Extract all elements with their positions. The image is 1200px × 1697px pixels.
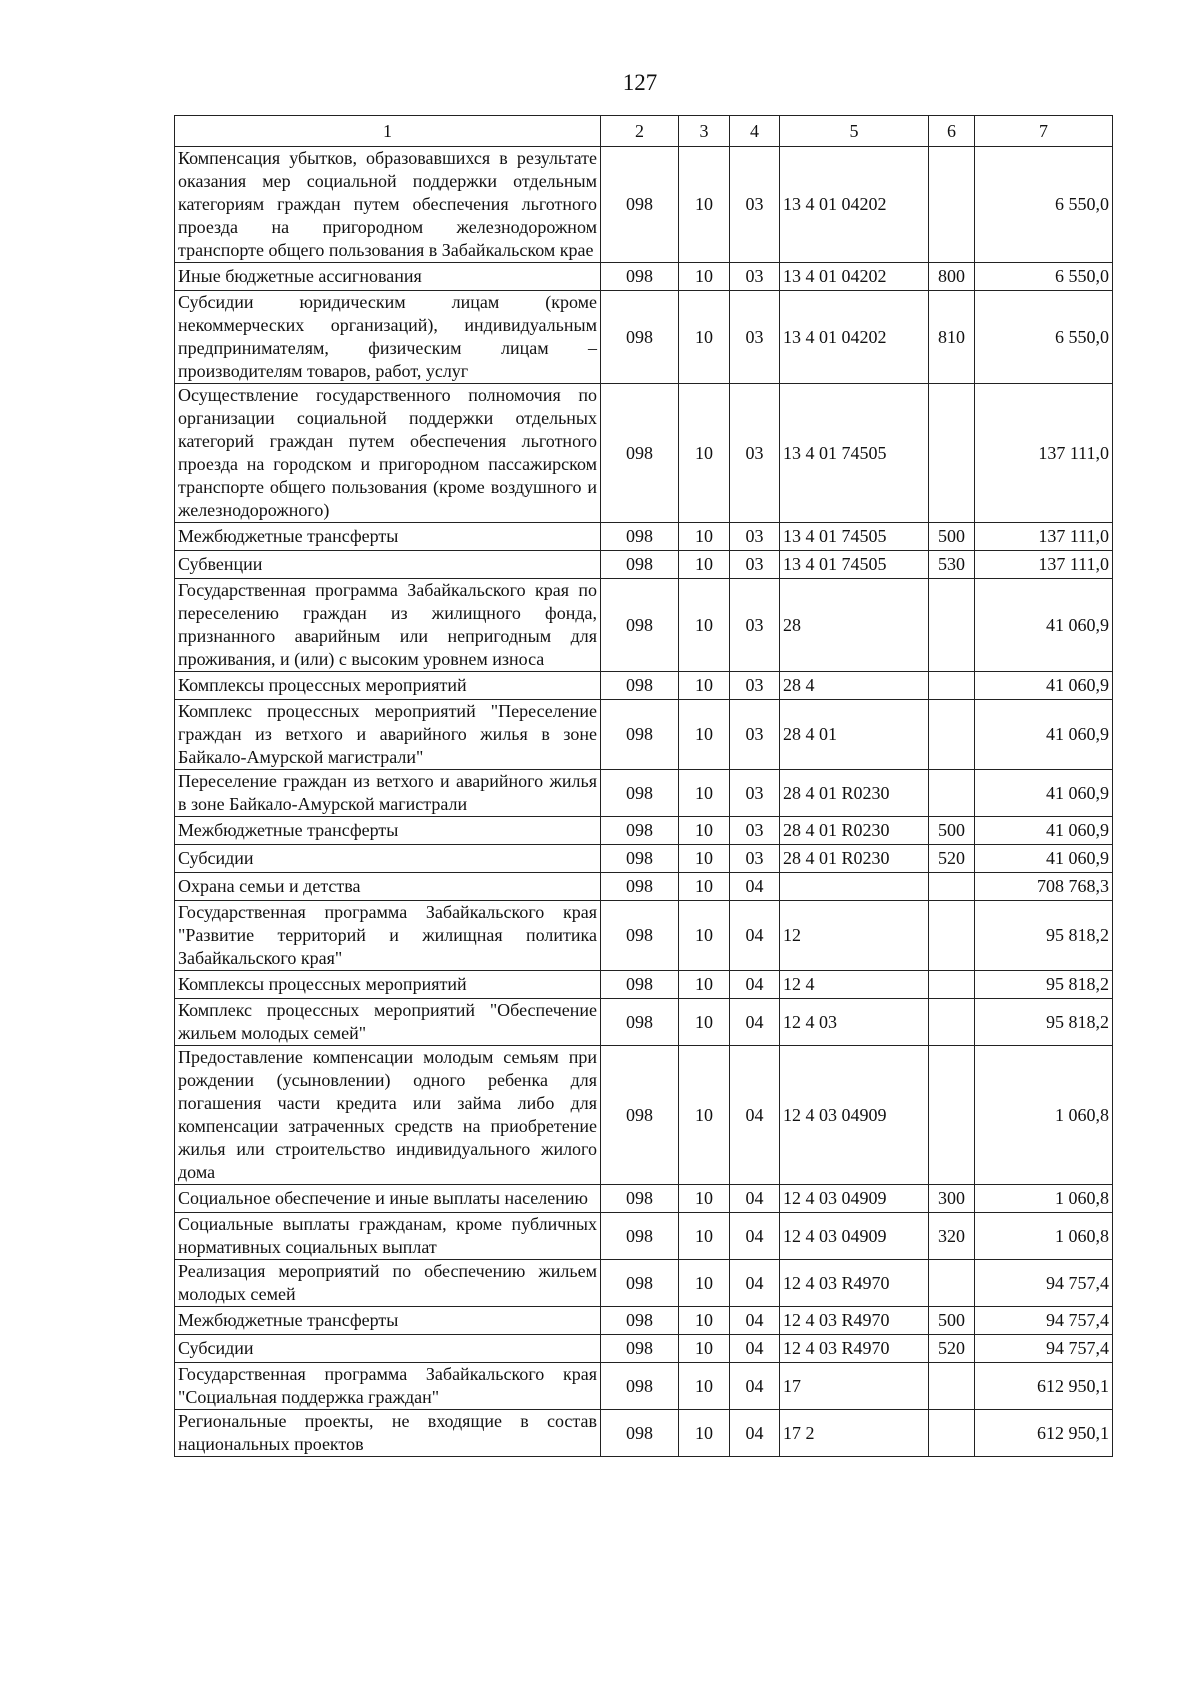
subsection-cell: 04 — [730, 1307, 780, 1335]
ministry-code-cell: 098 — [601, 1046, 679, 1185]
item-name-cell: Государственная программа Забайкальского края "Развитие территорий и жилищная политика Забайкальского края" — [175, 901, 601, 971]
section-cell: 10 — [679, 263, 730, 291]
ministry-code-cell: 098 — [601, 1213, 679, 1260]
expense-type-cell — [929, 147, 975, 263]
expense-type-cell: 810 — [929, 291, 975, 384]
item-name-cell: Субвенции — [175, 551, 601, 579]
ministry-code-cell: 098 — [601, 971, 679, 999]
expense-type-cell — [929, 1363, 975, 1410]
target-article-cell: 28 4 01 R0230 — [780, 845, 929, 873]
column-header-2: 2 — [601, 116, 679, 147]
ministry-code-cell: 098 — [601, 901, 679, 971]
ministry-code-cell: 098 — [601, 523, 679, 551]
section-cell: 10 — [679, 873, 730, 901]
target-article-cell: 28 4 01 — [780, 700, 929, 770]
item-name-cell: Комплексы процессных мероприятий — [175, 672, 601, 700]
section-cell: 10 — [679, 579, 730, 672]
table-body — [175, 147, 1113, 1457]
subsection-cell: 04 — [730, 1410, 780, 1457]
item-name-cell: Субсидии юридическим лицам (кроме некоммерческих организаций), индивидуальным предпринимателям, физическим лицам – производителям товаров, работ, услуг — [175, 291, 601, 384]
item-name-cell: Межбюджетные трансферты — [175, 523, 601, 551]
target-article-cell: 12 4 03 R4970 — [780, 1335, 929, 1363]
amount-cell: 94 757,4 — [975, 1260, 1113, 1307]
section-cell: 10 — [679, 1046, 730, 1185]
section-cell: 10 — [679, 1260, 730, 1307]
ministry-code-cell: 098 — [601, 817, 679, 845]
section-cell: 10 — [679, 1185, 730, 1213]
target-article-cell: 13 4 01 04202 — [780, 263, 929, 291]
item-name-cell: Комплекс процессных мероприятий "Переселение граждан из ветхого и аварийного жилья в зоне Байкало-Амурской магистрали" — [175, 700, 601, 770]
target-article-cell: 13 4 01 04202 — [780, 291, 929, 384]
amount-cell: 612 950,1 — [975, 1410, 1113, 1457]
column-header-7: 7 — [975, 116, 1113, 147]
table-header-row — [175, 116, 1113, 147]
expense-type-cell: 300 — [929, 1185, 975, 1213]
item-name-cell: Компенсация убытков, образовавшихся в результате оказания мер социальной поддержки отдельным категориям граждан путем обеспечения льготного проезда на пригородном железнодорожном транспорте общего пользования в Забайкальском крае — [175, 147, 601, 263]
item-name-cell: Социальное обеспечение и иные выплаты населению — [175, 1185, 601, 1213]
target-article-cell: 13 4 01 74505 — [780, 551, 929, 579]
table-row — [175, 1307, 1113, 1335]
item-name-cell: Комплекс процессных мероприятий "Обеспечение жильем молодых семей" — [175, 999, 601, 1046]
item-name-cell: Субсидии — [175, 845, 601, 873]
target-article-cell: 12 — [780, 901, 929, 971]
table-row — [175, 1185, 1113, 1213]
subsection-cell: 03 — [730, 700, 780, 770]
section-cell: 10 — [679, 999, 730, 1046]
amount-cell: 95 818,2 — [975, 971, 1113, 999]
section-cell: 10 — [679, 551, 730, 579]
expense-type-cell — [929, 700, 975, 770]
amount-cell: 708 768,3 — [975, 873, 1113, 901]
subsection-cell: 04 — [730, 1260, 780, 1307]
subsection-cell: 03 — [730, 672, 780, 700]
target-article-cell: 13 4 01 74505 — [780, 523, 929, 551]
amount-cell: 612 950,1 — [975, 1363, 1113, 1410]
table-row — [175, 971, 1113, 999]
amount-cell: 6 550,0 — [975, 147, 1113, 263]
target-article-cell: 28 4 01 R0230 — [780, 817, 929, 845]
ministry-code-cell: 098 — [601, 551, 679, 579]
ministry-code-cell: 098 — [601, 1363, 679, 1410]
amount-cell: 6 550,0 — [975, 263, 1113, 291]
amount-cell: 41 060,9 — [975, 845, 1113, 873]
expense-type-cell — [929, 873, 975, 901]
amount-cell: 137 111,0 — [975, 384, 1113, 523]
ministry-code-cell: 098 — [601, 579, 679, 672]
ministry-code-cell: 098 — [601, 384, 679, 523]
item-name-cell: Охрана семьи и детства — [175, 873, 601, 901]
target-article-cell: 17 — [780, 1363, 929, 1410]
subsection-cell: 04 — [730, 1046, 780, 1185]
amount-cell: 94 757,4 — [975, 1335, 1113, 1363]
table-row — [175, 263, 1113, 291]
table-row — [175, 1335, 1113, 1363]
section-cell: 10 — [679, 1335, 730, 1363]
section-cell: 10 — [679, 901, 730, 971]
subsection-cell: 03 — [730, 291, 780, 384]
item-name-cell: Осуществление государственного полномочия по организации социальной поддержки отдельных категорий граждан путем обеспечения льготного проезда на городском и пригородном пассажирском транспорте общего пользования (кроме воздушного и железнодорожного) — [175, 384, 601, 523]
expense-type-cell: 320 — [929, 1213, 975, 1260]
amount-cell: 1 060,8 — [975, 1185, 1113, 1213]
amount-cell: 41 060,9 — [975, 672, 1113, 700]
section-cell: 10 — [679, 700, 730, 770]
target-article-cell: 12 4 03 R4970 — [780, 1260, 929, 1307]
column-header-5: 5 — [780, 116, 929, 147]
table-row — [175, 700, 1113, 770]
expense-type-cell — [929, 901, 975, 971]
subsection-cell: 03 — [730, 263, 780, 291]
expense-type-cell — [929, 1410, 975, 1457]
item-name-cell: Межбюджетные трансферты — [175, 817, 601, 845]
expense-type-cell: 530 — [929, 551, 975, 579]
table-row — [175, 579, 1113, 672]
item-name-cell: Переселение граждан из ветхого и аварийного жилья в зоне Байкало-Амурской магистрали — [175, 770, 601, 817]
expense-type-cell — [929, 770, 975, 817]
table-row — [175, 1213, 1113, 1260]
amount-cell: 41 060,9 — [975, 579, 1113, 672]
table-row — [175, 551, 1113, 579]
table-row — [175, 1046, 1113, 1185]
amount-cell: 41 060,9 — [975, 700, 1113, 770]
ministry-code-cell: 098 — [601, 672, 679, 700]
table-row — [175, 817, 1113, 845]
subsection-cell: 04 — [730, 999, 780, 1046]
table-row — [175, 523, 1113, 551]
expense-type-cell: 500 — [929, 523, 975, 551]
amount-cell: 41 060,9 — [975, 770, 1113, 817]
table-row — [175, 1410, 1113, 1457]
amount-cell: 95 818,2 — [975, 999, 1113, 1046]
target-article-cell: 12 4 03 — [780, 999, 929, 1046]
table-row — [175, 384, 1113, 523]
subsection-cell: 03 — [730, 845, 780, 873]
table-row — [175, 1363, 1113, 1410]
expense-type-cell — [929, 384, 975, 523]
section-cell: 10 — [679, 523, 730, 551]
expense-type-cell: 520 — [929, 1335, 975, 1363]
table-row — [175, 901, 1113, 971]
amount-cell: 95 818,2 — [975, 901, 1113, 971]
section-cell: 10 — [679, 971, 730, 999]
subsection-cell: 03 — [730, 147, 780, 263]
subsection-cell: 04 — [730, 1185, 780, 1213]
subsection-cell: 03 — [730, 579, 780, 672]
expense-type-cell: 800 — [929, 263, 975, 291]
budget-table — [174, 115, 1113, 1457]
expense-type-cell — [929, 971, 975, 999]
table-row — [175, 672, 1113, 700]
target-article-cell: 12 4 03 04909 — [780, 1213, 929, 1260]
column-header-6: 6 — [929, 116, 975, 147]
ministry-code-cell: 098 — [601, 845, 679, 873]
ministry-code-cell: 098 — [601, 1410, 679, 1457]
amount-cell: 6 550,0 — [975, 291, 1113, 384]
ministry-code-cell: 098 — [601, 291, 679, 384]
table-row — [175, 845, 1113, 873]
expense-type-cell — [929, 579, 975, 672]
target-article-cell: 12 4 03 04909 — [780, 1046, 929, 1185]
table-row — [175, 873, 1113, 901]
ministry-code-cell: 098 — [601, 1260, 679, 1307]
amount-cell: 137 111,0 — [975, 523, 1113, 551]
ministry-code-cell: 098 — [601, 1335, 679, 1363]
expense-type-cell: 500 — [929, 817, 975, 845]
amount-cell: 41 060,9 — [975, 817, 1113, 845]
target-article-cell: 12 4 03 R4970 — [780, 1307, 929, 1335]
subsection-cell: 04 — [730, 1335, 780, 1363]
ministry-code-cell: 098 — [601, 700, 679, 770]
column-header-4: 4 — [730, 116, 780, 147]
section-cell: 10 — [679, 291, 730, 384]
subsection-cell: 04 — [730, 971, 780, 999]
expense-type-cell — [929, 672, 975, 700]
ministry-code-cell: 098 — [601, 147, 679, 263]
table-row — [175, 999, 1113, 1046]
item-name-cell: Субсидии — [175, 1335, 601, 1363]
section-cell: 10 — [679, 672, 730, 700]
column-header-3: 3 — [679, 116, 730, 147]
section-cell: 10 — [679, 1363, 730, 1410]
target-article-cell: 28 — [780, 579, 929, 672]
item-name-cell: Предоставление компенсации молодым семьям при рождении (усыновлении) одного ребенка для погашения части кредита или займа либо для компенсации затраченных средств на приобретение жилья или строительство индивидуального жилого дома — [175, 1046, 601, 1185]
column-header-1: 1 — [175, 116, 601, 147]
section-cell: 10 — [679, 1307, 730, 1335]
subsection-cell: 03 — [730, 817, 780, 845]
target-article-cell: 12 4 — [780, 971, 929, 999]
ministry-code-cell: 098 — [601, 1185, 679, 1213]
target-article-cell: 12 4 03 04909 — [780, 1185, 929, 1213]
subsection-cell: 04 — [730, 1363, 780, 1410]
target-article-cell: 28 4 01 R0230 — [780, 770, 929, 817]
table-row — [175, 291, 1113, 384]
section-cell: 10 — [679, 147, 730, 263]
subsection-cell: 03 — [730, 770, 780, 817]
subsection-cell: 04 — [730, 873, 780, 901]
item-name-cell: Иные бюджетные ассигнования — [175, 263, 601, 291]
target-article-cell: 13 4 01 04202 — [780, 147, 929, 263]
subsection-cell: 03 — [730, 523, 780, 551]
ministry-code-cell: 098 — [601, 1307, 679, 1335]
target-article-cell: 17 2 — [780, 1410, 929, 1457]
section-cell: 10 — [679, 770, 730, 817]
ministry-code-cell: 098 — [601, 999, 679, 1046]
section-cell: 10 — [679, 1213, 730, 1260]
page-number: 127 — [622, 70, 658, 95]
subsection-cell: 04 — [730, 1213, 780, 1260]
table-row — [175, 1260, 1113, 1307]
section-cell: 10 — [679, 817, 730, 845]
target-article-cell: 13 4 01 74505 — [780, 384, 929, 523]
item-name-cell: Межбюджетные трансферты — [175, 1307, 601, 1335]
item-name-cell: Социальные выплаты гражданам, кроме публичных нормативных социальных выплат — [175, 1213, 601, 1260]
section-cell: 10 — [679, 1410, 730, 1457]
ministry-code-cell: 098 — [601, 263, 679, 291]
target-article-cell — [780, 873, 929, 901]
subsection-cell: 03 — [730, 551, 780, 579]
expense-type-cell: 520 — [929, 845, 975, 873]
expense-type-cell — [929, 1260, 975, 1307]
table-row — [175, 147, 1113, 263]
item-name-cell: Государственная программа Забайкальского края по переселению граждан из жилищного фонда, признанного аварийным или непригодным для проживания, и (или) с высоким уровнем износа — [175, 579, 601, 672]
section-cell: 10 — [679, 384, 730, 523]
amount-cell: 137 111,0 — [975, 551, 1113, 579]
amount-cell: 1 060,8 — [975, 1213, 1113, 1260]
section-cell: 10 — [679, 845, 730, 873]
item-name-cell: Комплексы процессных мероприятий — [175, 971, 601, 999]
item-name-cell: Государственная программа Забайкальского края "Социальная поддержка граждан" — [175, 1363, 601, 1410]
target-article-cell: 28 4 — [780, 672, 929, 700]
expense-type-cell — [929, 1046, 975, 1185]
amount-cell: 1 060,8 — [975, 1046, 1113, 1185]
expense-type-cell — [929, 999, 975, 1046]
table-row — [175, 770, 1113, 817]
item-name-cell: Реализация мероприятий по обеспечению жильем молодых семей — [175, 1260, 601, 1307]
item-name-cell: Региональные проекты, не входящие в состав национальных проектов — [175, 1410, 601, 1457]
amount-cell: 94 757,4 — [975, 1307, 1113, 1335]
ministry-code-cell: 098 — [601, 873, 679, 901]
subsection-cell: 03 — [730, 384, 780, 523]
subsection-cell: 04 — [730, 901, 780, 971]
expense-type-cell: 500 — [929, 1307, 975, 1335]
ministry-code-cell: 098 — [601, 770, 679, 817]
